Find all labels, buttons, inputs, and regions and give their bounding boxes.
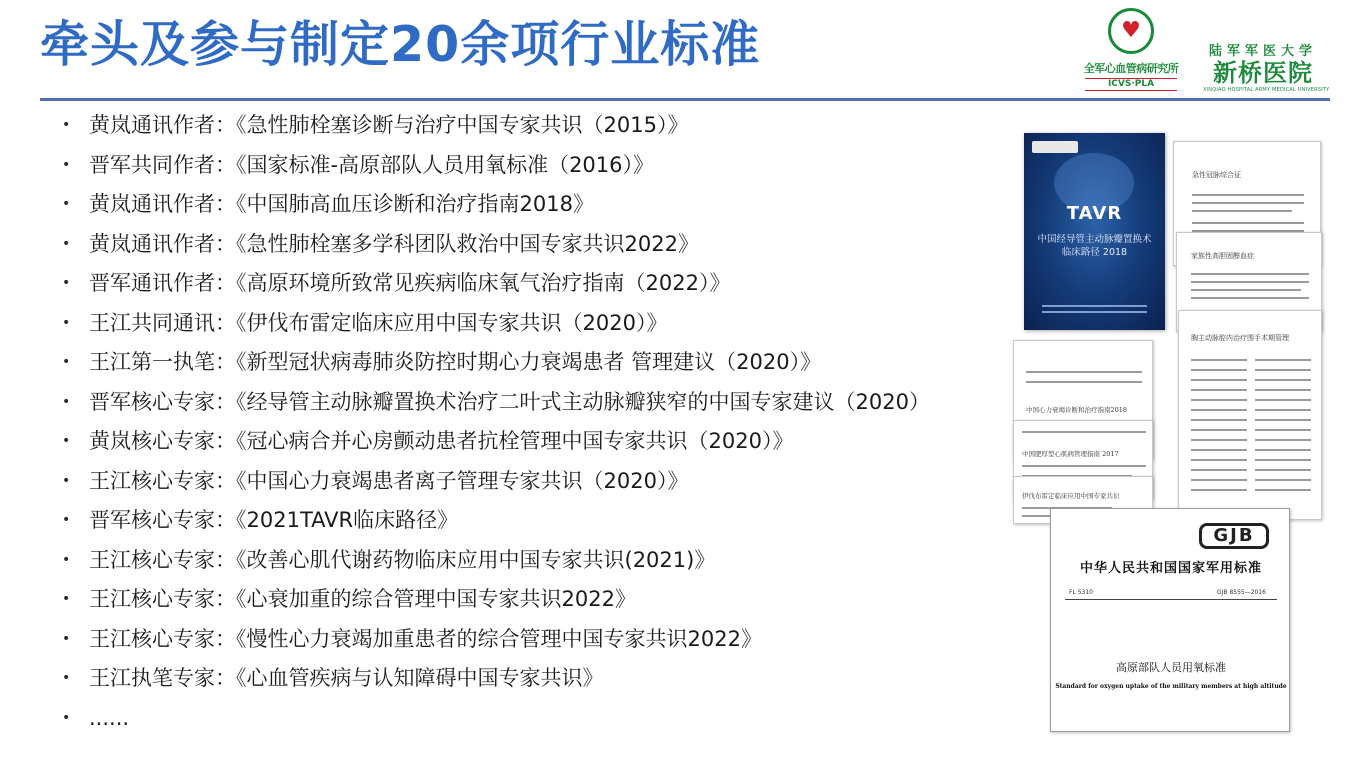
- xinqiao-logo-name: 新桥医院: [1213, 58, 1313, 87]
- text-line: [1191, 389, 1247, 391]
- gjb-title: 高原部队人员用氧标准: [1116, 661, 1226, 674]
- title-divider: [40, 98, 1330, 101]
- icvs-logo-en: ICVS·PLA: [1085, 78, 1177, 91]
- list-item-text: 王江核心专家：《中国心力衰竭患者离子管理专家共识（2020）》: [89, 468, 689, 493]
- text-line: [1191, 469, 1247, 471]
- text-line: [1022, 431, 1146, 433]
- bullet-icon: •: [62, 472, 71, 489]
- text-line: [1255, 399, 1311, 401]
- text-line: [1255, 489, 1311, 491]
- text-line: [1191, 419, 1247, 421]
- bullet-icon: •: [62, 670, 71, 686]
- text-line: [1255, 479, 1311, 481]
- icvs-logo-name: 全军心血管病研究所: [1083, 62, 1179, 75]
- bullet-icon: •: [62, 512, 71, 528]
- text-line: [1191, 449, 1247, 451]
- text-line: [1192, 202, 1304, 204]
- list-item: [62, 383, 930, 423]
- tavr-cover-subtitle-line: 临床路径 2018: [1061, 247, 1128, 258]
- paper-title: 伊伐布雷定临床应用中国专家共识: [1022, 492, 1120, 500]
- gjb-logo: GJB: [1199, 523, 1269, 549]
- list-item-text: 黄岚通讯作者：《急性肺栓塞多学科团队救治中国专家共识2022》: [89, 231, 699, 256]
- gjb-standard-thumbnail: [1050, 508, 1290, 732]
- tavr-cover-subtitle: [1024, 233, 1165, 259]
- text-line: [1255, 379, 1311, 381]
- icvs-logo: [1075, 8, 1187, 96]
- bullet-icon: •: [62, 156, 71, 173]
- list-item-text: 黄岚核心专家：《冠心病合并心房颤动患者抗栓管理中国专家共识（2020）》: [89, 429, 794, 453]
- text-line: [1191, 489, 1247, 491]
- standards-list: [62, 106, 930, 738]
- list-item-text: 晋军通讯作者：《高原环境所致常见疾病临床氧气治疗指南（2022）》: [89, 271, 731, 295]
- list-item: [62, 343, 930, 383]
- bullet-icon: •: [62, 709, 71, 726]
- list-item-text: 黄岚通讯作者：《中国肺高血压诊断和治疗指南2018》: [89, 192, 594, 216]
- heart-emblem-icon: [1108, 8, 1154, 54]
- list-item-text: 晋军核心专家：《经导管主动脉瓣置换术治疗二叶式主动脉瓣狭窄的中国专家建议（2020）: [89, 389, 930, 414]
- list-item: [62, 225, 930, 265]
- list-item-text: 黄岚通讯作者：《急性肺栓塞诊断与治疗中国专家共识（2015）》: [89, 113, 689, 137]
- text-line: [1255, 409, 1311, 411]
- gjb-classification: FL 5310: [1069, 589, 1093, 596]
- text-line: [1255, 429, 1311, 431]
- list-item-text: 王江执笔专家：《心血管疾病与认知障碍中国专家共识》: [89, 666, 604, 690]
- text-line: [1191, 479, 1247, 481]
- bullet-icon: •: [62, 630, 71, 647]
- text-line: [1191, 399, 1247, 401]
- list-item: [62, 146, 930, 186]
- bullet-icon: •: [62, 551, 71, 568]
- gjb-header: 中华人民共和国国家军用标准: [1079, 561, 1262, 576]
- paper-thumbnail: [1178, 310, 1322, 520]
- bullet-icon: •: [62, 393, 71, 410]
- tavr-cover-title: TAVR: [1066, 203, 1123, 224]
- text-line: [1255, 419, 1311, 421]
- list-item-text: 王江核心专家：《慢性心力衰竭加重患者的综合管理中国专家共识2022》: [89, 626, 762, 651]
- text-line: [1191, 439, 1247, 441]
- tavr-cover-thumbnail: [1024, 133, 1165, 330]
- bullet-icon: •: [62, 314, 71, 331]
- text-line: [1191, 281, 1309, 283]
- paper-title: 中国心力衰竭诊断和治疗指南2018: [1026, 406, 1128, 414]
- cover-badge: [1032, 141, 1078, 153]
- text-line: [1191, 429, 1247, 431]
- xinqiao-logo: [1203, 40, 1330, 98]
- text-line: [1255, 359, 1311, 361]
- gjb-title-en: Standard for oxygen uptake of the military members at high altitude: [1055, 683, 1287, 690]
- text-line: [1255, 449, 1311, 451]
- list-item-text: ......: [89, 705, 130, 730]
- text-line: [1192, 210, 1292, 212]
- text-line: [1022, 465, 1146, 467]
- text-line: [1255, 439, 1311, 441]
- list-item-text: 王江第一执笔：《新型冠状病毒肺炎防控时期心力衰竭患者 管理建议（2020）》: [89, 350, 822, 374]
- bullet-icon: •: [62, 117, 71, 133]
- text-line: [1191, 409, 1247, 411]
- text-line: [1255, 389, 1311, 391]
- list-item: [62, 106, 930, 146]
- text-line: [1191, 379, 1247, 381]
- text-line: [1191, 459, 1247, 461]
- cover-footer-line: [1042, 311, 1147, 313]
- text-line: [1191, 297, 1309, 299]
- tavr-cover-subtitle-line: 中国经导管主动脉瓣置换术: [1037, 234, 1152, 245]
- text-line: [1191, 369, 1247, 371]
- list-item: [62, 541, 930, 581]
- xinqiao-logo-university: 陆军军医大学: [1208, 44, 1317, 59]
- text-line: [1191, 289, 1301, 291]
- list-item: [62, 580, 930, 620]
- list-item-text: 晋军共同作者：《国家标准-高原部队人员用氧标准（2016）》: [89, 152, 655, 177]
- text-line: [1026, 371, 1142, 373]
- heart-icon: ♥: [1121, 18, 1141, 43]
- list-item: [62, 304, 930, 344]
- text-line: [1255, 459, 1311, 461]
- text-line: [1255, 369, 1311, 371]
- gjb-number: GJB 8555—2016: [1217, 589, 1266, 596]
- text-line: [1026, 381, 1142, 383]
- list-item-text: 王江核心专家：《心衰加重的综合管理中国专家共识2022》: [89, 587, 636, 611]
- paper-title: 家族性高胆固醇血症: [1191, 252, 1254, 260]
- list-item: [62, 462, 930, 502]
- page-title: 牵头及参与制定20余项行业标准: [40, 16, 761, 73]
- list-item: [62, 264, 930, 304]
- list-item: [62, 185, 930, 225]
- bullet-icon: •: [62, 235, 71, 252]
- cover-footer-line: [1042, 305, 1147, 307]
- text-line: [1255, 469, 1311, 471]
- bullet-icon: •: [62, 354, 71, 370]
- bullet-icon: •: [62, 433, 71, 449]
- list-item: [62, 422, 930, 462]
- list-item: [62, 620, 930, 660]
- bullet-icon: •: [62, 275, 71, 291]
- paper-title: 急性冠脉综合征: [1192, 171, 1241, 179]
- list-item-text: 晋军核心专家：《2021TAVR临床路径》: [89, 508, 459, 532]
- xinqiao-logo-en: XINQIAO HOSPITAL ARMY MEDICAL UNIVERSITY: [1203, 87, 1330, 93]
- paper-title: 胸主动脉腔内治疗围手术期管理: [1191, 334, 1289, 342]
- paper-title: 中国肥厚型心肌病管理指南 2017: [1022, 450, 1119, 458]
- list-item: [62, 501, 930, 541]
- list-item-text: 王江共同通讯：《伊伐布雷定临床应用中国专家共识（2020）》: [89, 310, 668, 335]
- gjb-divider: [1065, 599, 1277, 600]
- text-line: [1191, 359, 1247, 361]
- text-line: [1192, 222, 1304, 224]
- list-item: [62, 699, 930, 739]
- list-item-text: 王江核心专家：《改善心肌代谢药物临床应用中国专家共识(2021)》: [89, 547, 716, 572]
- text-line: [1192, 194, 1304, 196]
- text-line: [1191, 273, 1309, 275]
- list-item: [62, 659, 930, 699]
- bullet-icon: •: [62, 196, 71, 212]
- bullet-icon: •: [62, 591, 71, 607]
